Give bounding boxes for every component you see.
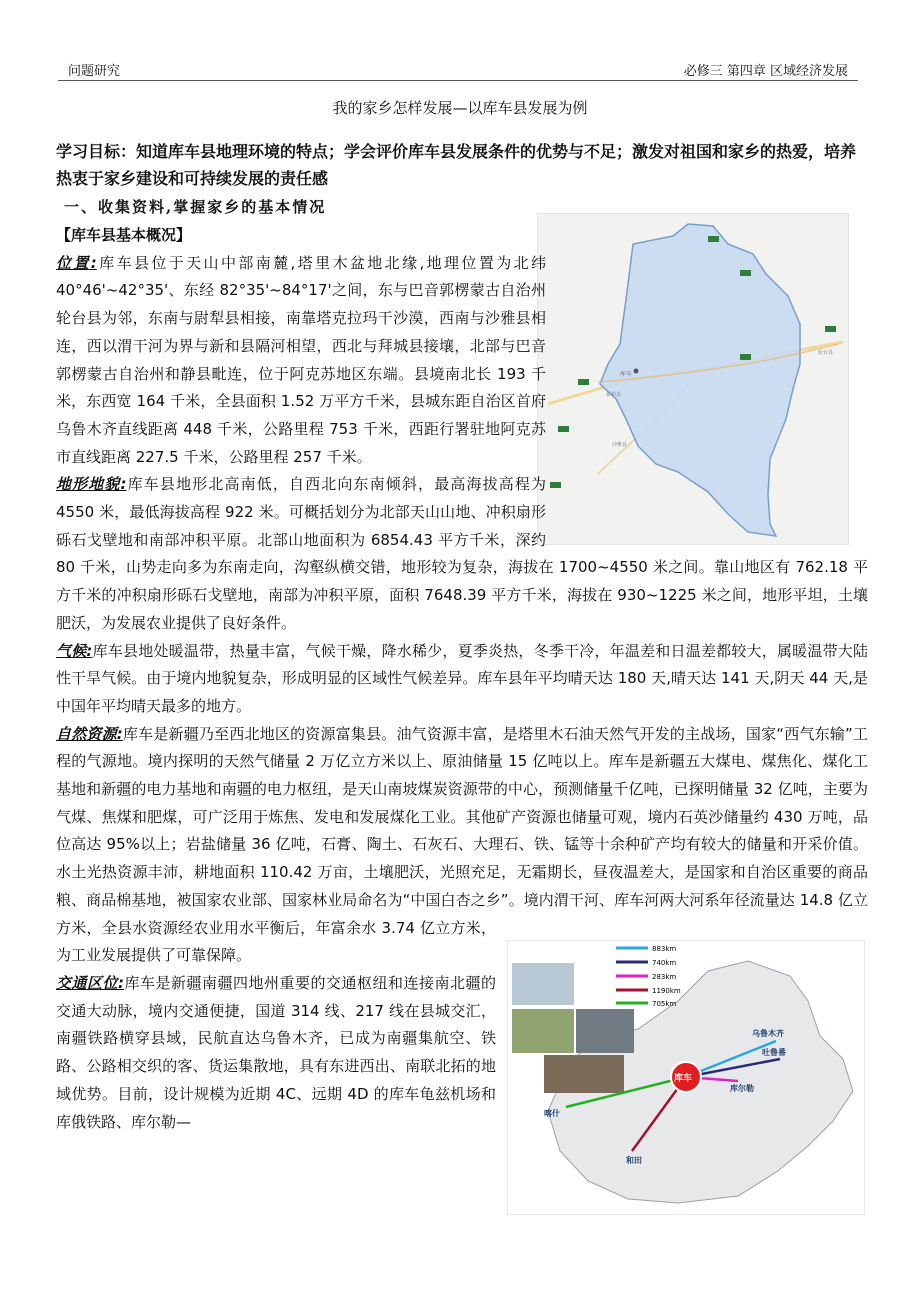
- city-label-hotan: 和田: [626, 1156, 642, 1165]
- learning-goal: 学习目标：知道库车县地理环境的特点；学会评价库车县发展条件的优势与不足；激发对祖国和家乡的热爱，培养热衷于家乡建设和可持续发展的责任感: [56, 142, 857, 188]
- overview-heading: 【库车县基本概况】: [56, 226, 192, 244]
- term-transport: 交通区位:: [56, 973, 124, 992]
- header-left-text: 问题研究: [68, 64, 121, 79]
- header-right-text: 必修三 第四章 区域经济发展: [683, 64, 848, 79]
- legend-label: 1190km: [652, 987, 681, 995]
- legend-label: 883km: [652, 945, 677, 953]
- text-terrain: 库车县地形北高南低，自西北向东南倾斜，最高海拔高程为 4550 米，最低海拔高程 922 米。可概括划分为北部天山山地、冲积扇形砾石戈壁地和南部冲积平原。北部山地面积为 6854.43 平方千米，深约 80 千米，山势走向多为东南走向，沟壑纵横交错，地形较为复杂，海拔在 1700~4550 米之间。靠山地区有 762.18 平方千米的冲积扇形砾石戈壁地，南部为冲积平原，面积 7648.39 平方千米，海拔在 930~1225 米之间，地形平坦，土壤肥沃，为发展农业提供了良好条件。: [56, 475, 868, 632]
- city-label-turpan: 吐鲁番: [762, 1048, 786, 1057]
- legend-label: 705km: [652, 1000, 677, 1008]
- map-label-luntai: 轮台县: [818, 350, 834, 356]
- document-title: 我的家乡怎样发展—以库车县发展为例: [332, 99, 588, 117]
- text-climate: 库车县地处暖温带，热量丰富，气候干燥，降水稀少，夏季炎热，冬季干冷，年温差和日温差都较大，属暖温带大陆性干旱气候。由于境内地貌复杂，形成明显的区域性气候差异。库车县年平均晴天达 180 天,晴天达 141 天,阴天 44 天,是中国年平均晴天最多的地方。: [56, 641, 868, 715]
- term-terrain: 地形地貌:: [56, 475, 127, 494]
- paragraph-climate: [56, 638, 868, 721]
- page-header: [58, 58, 858, 81]
- text-transport: 库车是新疆南疆四地州重要的交通枢纽和连接南北疆的交通大动脉，境内交通便捷，国道 314 线、217 线在县城交汇，南疆铁路横穿县域，民航直达乌鲁木齐，已成为南疆集航空、铁路、公路相交织的客、货运集散地，具有东进西出、南联北拓的地域优势。目前，设计规模为近期 4C、远期 4D 的库车龟兹机场和库俄铁路、库尔勒—: [56, 973, 496, 1131]
- city-label-kashgar: 喀什: [544, 1109, 560, 1118]
- map-label-kuche: 库车: [620, 371, 633, 378]
- main-text: [56, 222, 868, 1238]
- city-label-urumqi: 乌鲁木齐: [752, 1029, 784, 1038]
- map-label-shaya: 沙雅县: [612, 442, 628, 448]
- term-climate: 气候:: [56, 641, 93, 660]
- city-label-korla: 库尔勒: [730, 1084, 754, 1093]
- term-location: 位置:: [56, 253, 97, 272]
- map-label-xinhe: 新和县: [606, 392, 622, 398]
- text-resources: 库车是新疆乃至西北地区的资源富集县。油气资源丰富，是塔里木石油天然气开发的主战场，国家“西气东输”工程的气源地。境内探明的天然气储量 2 万亿立方米以上、原油储量 15 亿吨以上。库车是新疆五大煤电、煤焦化、煤化工基地和新疆的电力基地和南疆的电力枢纽，是天山南坡煤炭资源带的中心，预测储量千亿吨，已探明储量 32 亿吨，主要为气煤、焦煤和肥煤，可广泛用于炼焦、发电和发展煤化工业。其他矿产资源也储量可观，境内石英沙储量约 430 万吨，品位高达 95%以上；岩盐储量 36 亿吨，石膏、陶土、石灰石、大理石、铁、锰等十余种矿产均有较大的储量和开采价值。水土光热资源丰沛，耕地面积 110.42 万亩，土壤肥沃，光照充足，无霜期长，昼夜温差大，是国家和自治区重要的商品粮、商品棉基地，被国家农业部、国家林业局命名为“中国白杏之乡”。境内渭干河、库车河两大河系年径流量达 14.8 亿立方米，全县水资源经农业用水平衡后，年富余水 3.74 亿立方米，为工业发展提供了可靠保障。: [56, 724, 868, 965]
- center-label: 库车: [674, 1074, 693, 1084]
- map-space-2: [496, 938, 868, 1238]
- term-resources: 自然资源:: [56, 724, 123, 743]
- paragraph-resources: [56, 721, 868, 970]
- section-heading: 一、收集资料,掌握家乡的基本情况: [64, 198, 327, 216]
- map-space-1: [546, 222, 868, 544]
- legend-label: 740km: [652, 959, 677, 967]
- text-location: 库车县位于天山中部南麓,塔里木盆地北缘,地理位置为北纬 40°46'~42°35'、东经 82°35'~84°17'之间，东与巴音郭楞蒙古自治州轮台县为邻，东南与尉犁县相接，南靠塔克拉玛干沙漠，西南与沙雅县相连，西以渭干河为界与新和县隔河相望，西北与拜城县接壤，北部与巴音郭楞蒙古自治州和静县毗连，位于阿克苏地区东端。县境南北长 193 千米，东西宽 164 千米，全县面积 1.52 万平方千米，县城东距自治区首府乌鲁木齐直线距离 448 千米，公路里程 753 千米，西距行署驻地阿克苏市直线距离 227.5 千米，公路里程 257 千米。: [56, 253, 546, 466]
- legend-label: 283km: [652, 973, 677, 981]
